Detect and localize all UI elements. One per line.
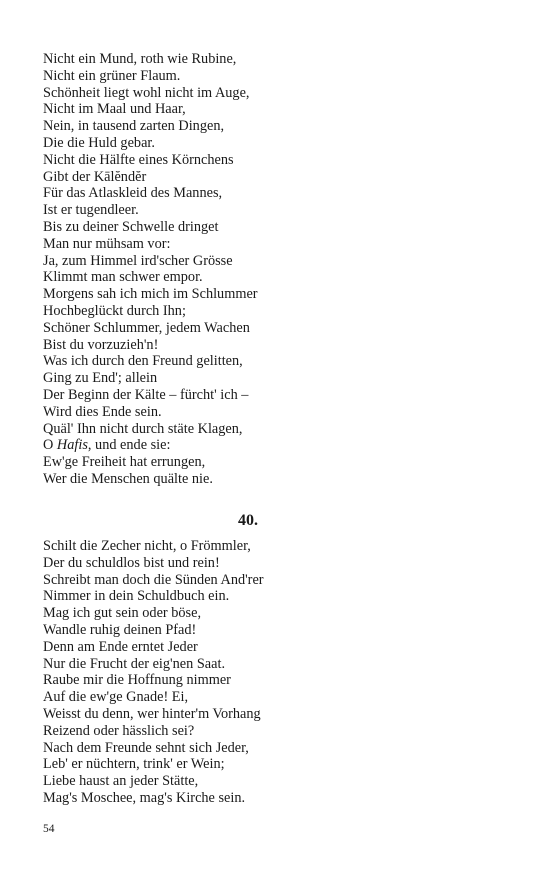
verse-line: Mag ich gut sein oder böse, <box>43 605 202 622</box>
verse-line: Die die Huld gebar. <box>43 134 155 151</box>
verse-line-text: , und ende sie: <box>87 437 171 454</box>
verse-line: Nicht im Maal und Haar, <box>43 101 186 118</box>
verse-line: Auf die ew'ge Gnade! Ei, <box>43 689 189 706</box>
verse-line: Mag's Moschee, mag's Kirche sein. <box>43 789 246 806</box>
verse-line: Ist er tugendleer. <box>43 202 139 219</box>
verse-line-text: O <box>43 437 57 454</box>
verse-line: Reizend oder hässlich sei? <box>43 722 195 739</box>
verse-line: Bist du vorzuzieh'n! <box>43 336 159 353</box>
verse-line: Der Beginn der Kälte – fürcht' ich – <box>43 386 249 403</box>
verse-line: Schönheit liegt wohl nicht im Auge, <box>43 84 250 101</box>
verse-line: Wer die Menschen quälte nie. <box>43 470 213 487</box>
verse-line: Nicht ein Mund, roth wie Rubine, <box>43 51 237 67</box>
verse-line: Nicht ein grüner Flaum. <box>43 67 181 84</box>
verse-line: Der du schuldlos bist und rein! <box>43 554 220 571</box>
verse-line: Gibt der Kālĕndĕr <box>43 168 147 185</box>
verse-line: Bis zu deiner Schwelle dringet <box>43 218 219 235</box>
verse-line: Nach dem Freunde sehnt sich Jeder, <box>43 739 249 756</box>
verse-line: Schreibt man doch die Sünden And'rer <box>43 571 264 588</box>
verse-line: Liebe haust an jeder Stätte, <box>43 773 199 790</box>
verse-line: Morgens sah ich mich im Schlummer <box>43 286 258 303</box>
verse-line: Schöner Schlummer, jedem Wachen <box>43 319 250 336</box>
verse-line: Nein, in tausend zarten Dingen, <box>43 118 225 135</box>
poem-40 <box>43 538 513 807</box>
verse-line: Raube mir die Hoffnung nimmer <box>43 672 231 689</box>
poem-continuation <box>43 51 513 488</box>
verse-line: Leb' er nüchtern, trink' er Wein; <box>43 756 225 773</box>
verse-line: Man nur mühsam vor: <box>43 235 171 252</box>
verse-line: Klimmt man schwer empor. <box>43 269 203 286</box>
verse-line: Ew'ge Freiheit hat errungen, <box>43 454 206 471</box>
verse-line: Schilt die Zecher nicht, o Frömmler, <box>43 538 251 554</box>
verse-line: Hochbeglückt durch Ihn; <box>43 302 186 319</box>
verse-line: Nimmer in dein Schuldbuch ein. <box>43 588 230 605</box>
verse-line: Ging zu End'; allein <box>43 370 158 387</box>
poem-number: 40. <box>238 512 258 529</box>
verse-line: Nur die Frucht der eig'nen Saat. <box>43 655 226 672</box>
verse-line: Ja, zum Himmel ird'scher Grösse <box>43 252 233 269</box>
verse-line: Denn am Ende erntet Jeder <box>43 638 198 655</box>
verse-line: Für das Atlaskleid des Mannes, <box>43 185 223 202</box>
verse-line: Wird dies Ende sein. <box>43 403 162 420</box>
verse-line: Quäl' Ihn nicht durch stäte Klagen, <box>43 420 243 437</box>
verse-line: Was ich durch den Freund gelitten, <box>43 353 243 370</box>
verse-line <box>43 437 513 454</box>
verse-line: Nicht die Hälfte eines Körnchens <box>43 151 234 168</box>
verse-line: Wandle ruhig deinen Pfad! <box>43 621 197 638</box>
verse-line-emphasis: Hafis <box>56 437 88 454</box>
verse-line: Weisst du denn, wer hinter'm Vorhang <box>43 705 261 722</box>
page-number: 54 <box>43 823 55 835</box>
